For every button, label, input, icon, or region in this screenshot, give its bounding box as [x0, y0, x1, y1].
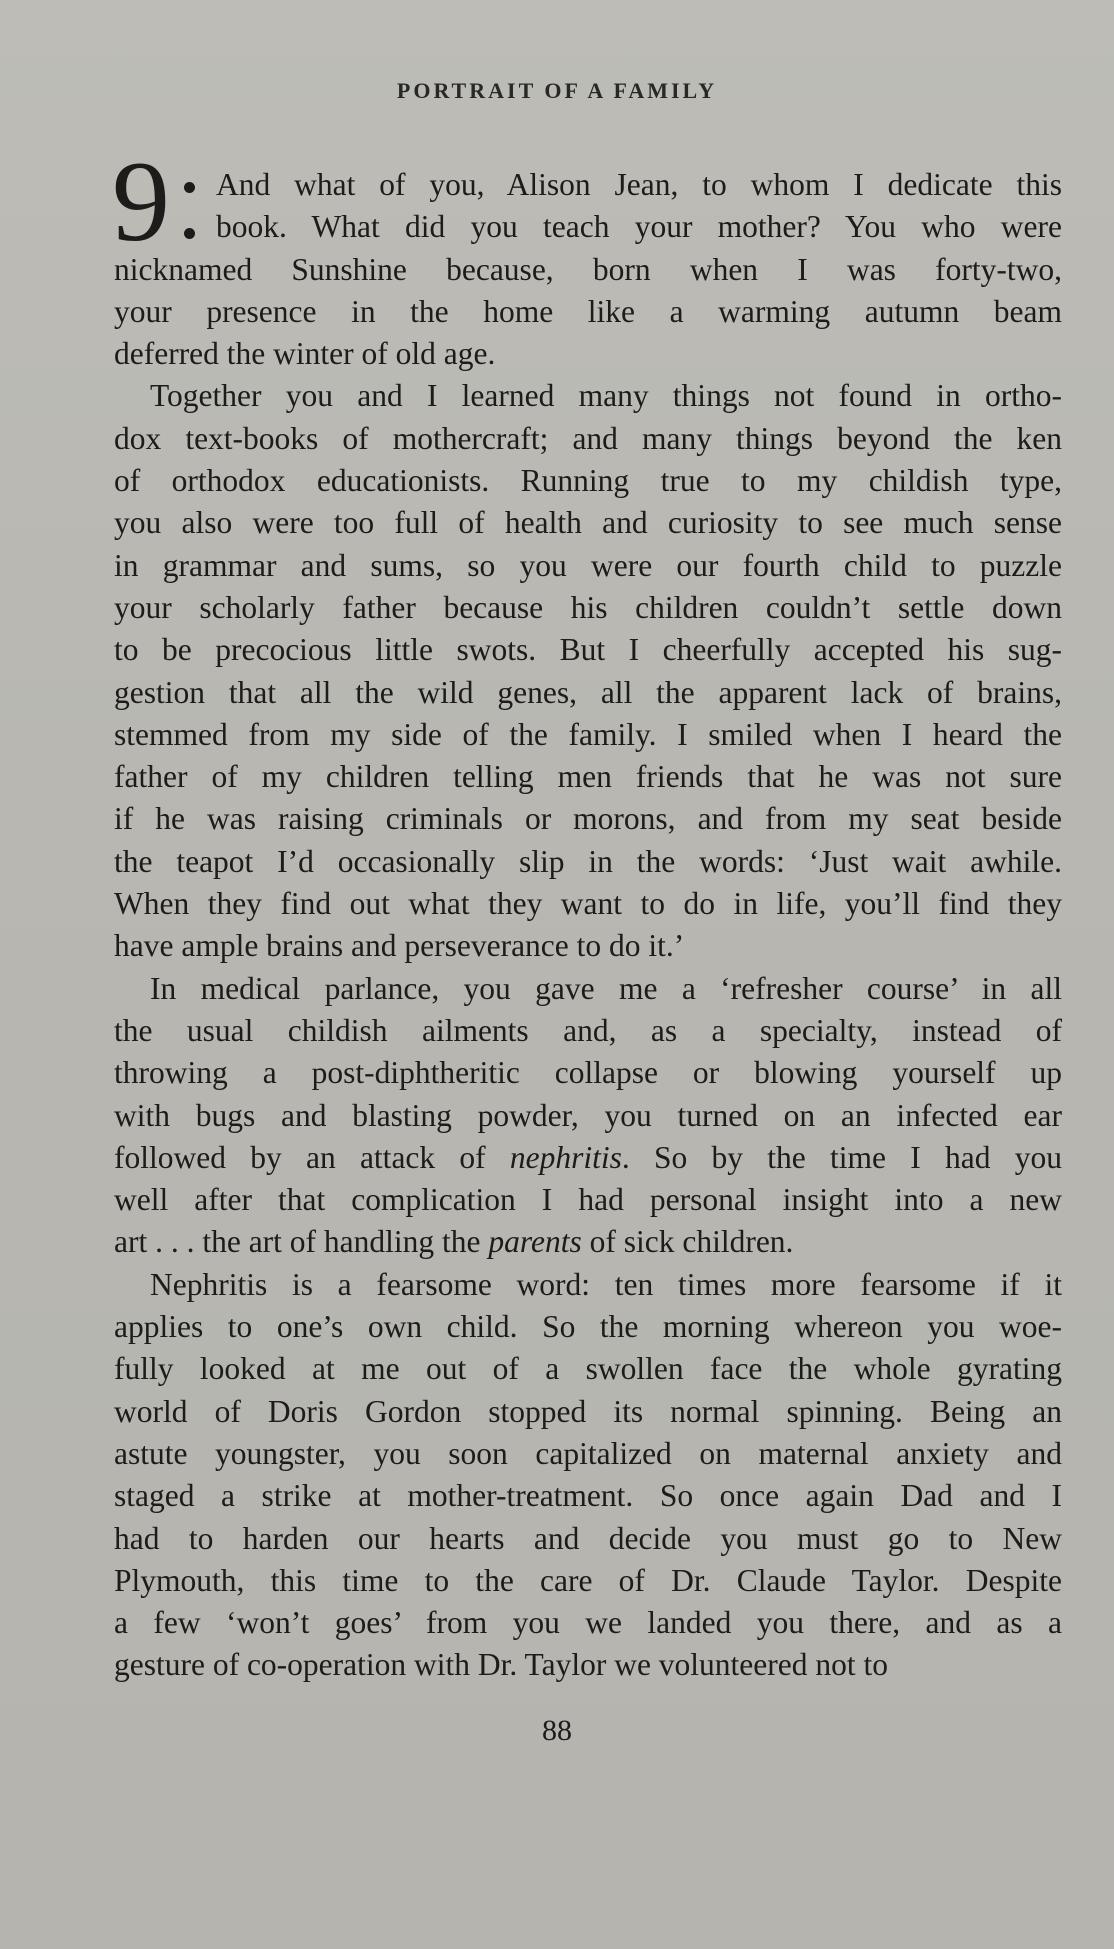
text-line: your presence in the home like a warming autumn beam [114, 293, 1062, 329]
text-line: fully looked at me out of a swollen face the whole gyrating [114, 1351, 1062, 1387]
text-line: dox text-books of mothercraft; and many things beyond the ken [114, 420, 1062, 456]
text-line [114, 1137, 1062, 1179]
text-line: you also were too full of health and curiosity to see much sense [114, 505, 1062, 541]
text-line: In medical parlance, you gave me a ‘refresher course’ in all [150, 970, 1062, 1006]
text-line: gesture of co-operation with Dr. Taylor we volunteered not to [114, 1647, 888, 1683]
text-line: if he was raising criminals or morons, and from my seat beside [114, 801, 1062, 837]
page-number: 88 [542, 1714, 572, 1747]
text-line: a few ‘won’t goes’ from you we landed you there, and as a [114, 1605, 1062, 1641]
text-line: book. What did you teach your mother? You who were [216, 209, 1062, 245]
text-line: Nephritis is a fearsome word: ten times more fearsome if it [150, 1266, 1062, 1302]
text-line-segment: followed by an attack of [114, 1139, 510, 1175]
body-text [114, 164, 1062, 1687]
text-line: the teapot I’d occasionally slip in the words: ‘Just wait awhile. [114, 843, 1062, 879]
text-line: have ample brains and perseverance to do it.’ [114, 928, 685, 964]
drop-cap: 9 [112, 138, 170, 266]
italic-term: parents [488, 1224, 582, 1260]
text-line: Plymouth, this time to the care of Dr. Claude Taylor. Despite [114, 1562, 1062, 1598]
text-line: had to harden our hearts and decide you must go to New [114, 1520, 1062, 1556]
text-line: staged a strike at mother-treatment. So once again Dad and I [114, 1478, 1062, 1514]
text-line: astute youngster, you soon capitalized on maternal anxiety and [114, 1435, 1062, 1471]
text-line: And what of you, Alison Jean, to whom I dedicate this [216, 167, 1062, 202]
text-line: well after that complication I had personal insight into a new [114, 1182, 1062, 1218]
text-line: father of my children telling men friends that he was not sure [114, 759, 1062, 795]
text-line: your scholarly father because his children couldn’t settle down [114, 589, 1062, 625]
text-line: world of Doris Gordon stopped its normal spinning. Being an [114, 1393, 1062, 1429]
italic-term: nephritis [509, 1139, 622, 1175]
text-line-segment: art . . . the art of handling the [114, 1224, 489, 1260]
text-line: of orthodox educationists. Running true to my childish type, [114, 463, 1062, 499]
text-line: gestion that all the wild genes, all the apparent lack of brains, [114, 674, 1062, 710]
text-line: in grammar and sums, so you were our fourth child to puzzle [114, 547, 1062, 583]
text-line: Together you and I learned many things not found in ortho- [150, 378, 1062, 414]
text-line: stemmed from my side of the family. I smiled when I heard the [114, 716, 1062, 752]
text-line: nicknamed Sunshine because, born when I was forty-two, [114, 251, 1062, 287]
text-line-segment: . So by the time I had you [621, 1139, 1062, 1175]
text-line: with bugs and blasting powder, you turned on an infected ear [114, 1097, 1062, 1133]
text-line: When they find out what they want to do in life, you’ll find they [114, 886, 1062, 922]
text-line [114, 1221, 1062, 1263]
text-line: throwing a post-diphtheritic collapse or blowing yourself up [114, 1055, 1062, 1091]
text-line: deferred the winter of old age. [114, 336, 496, 372]
text-line: to be precocious little swots. But I cheerfully accepted his sug- [114, 632, 1062, 668]
running-head: PORTRAIT OF A FAMILY [396, 78, 718, 103]
text-line: applies to one’s own child. So the morning whereon you woe- [114, 1309, 1062, 1345]
text-line-segment: of sick children. [581, 1224, 794, 1260]
text-line: the usual childish ailments and, as a specialty, instead of [114, 1012, 1062, 1048]
